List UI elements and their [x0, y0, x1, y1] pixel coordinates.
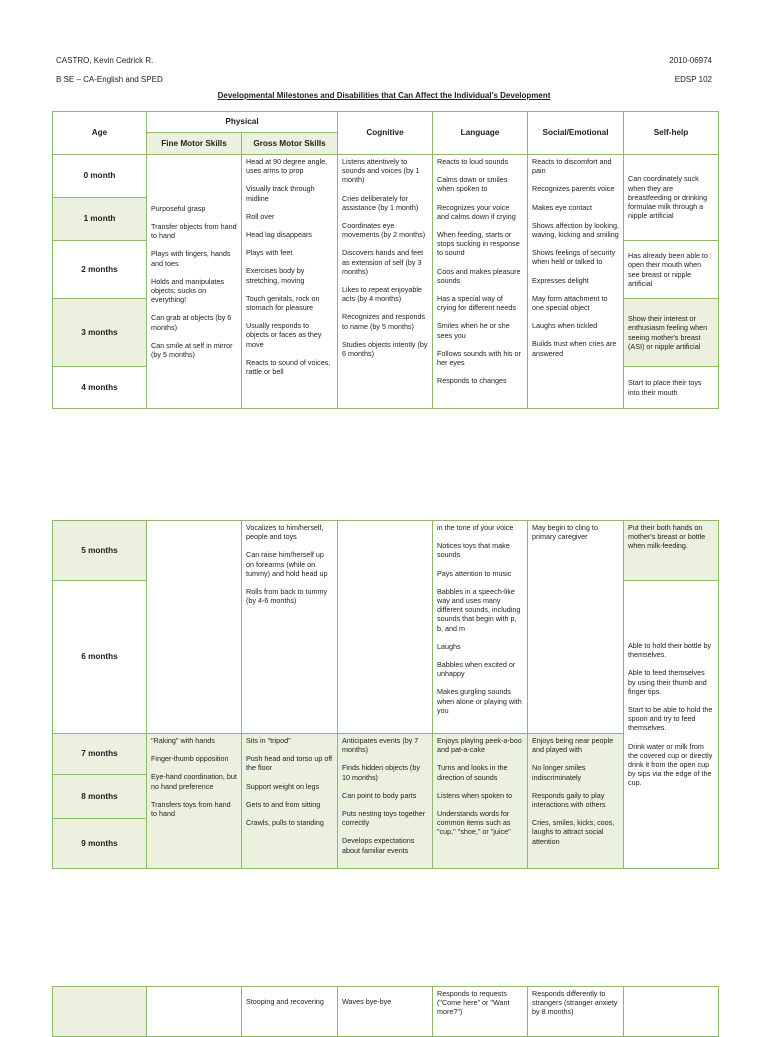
age-cell: 1 month [53, 198, 147, 241]
student-id: 2010-06974 [669, 56, 712, 65]
social-emotional-cell: Reacts to discomfort and pain Recognizes parents voice Makes eye contact Shows affection by looking, waving, kicking and smiling Shows feelings of security when held or talked to Expresses delight May form attachment to one special object Laughs when tickled Builds trust when cries are answered [528, 155, 624, 409]
language-cell: Reacts to loud sounds Calms down or smiles when spoken to Recognizes your voice and calms down if crying When feeding, starts or stops sucking in response to sound Coos and makes pleasure sounds Has a special way of crying for different needs Smiles when he or she sees you Follows sounds with his or her eyes Responds to changes [433, 155, 528, 409]
age-cell [53, 987, 147, 1037]
fine-motor-cell [147, 987, 242, 1037]
gross-motor-cell: Vocalizes to him/herself, people and toys Can raise him/herself up on forearms (while on tummy) and hold head up Rolls from back to tummy (by 4-6 months) [242, 521, 338, 734]
self-help-cell: Able to hold their bottle by themselves. Able to feed themselves by using their thumb and finger tips. Start to be able to hold the spoon and try to feed themselves. Drink water or milk from the covered cup or directly drink it from the open cup by sips via the edge of the cup. [624, 581, 719, 869]
milestones-table-part-3 [52, 986, 719, 1037]
self-help-cell: Start to place their toys into their mouth [624, 367, 719, 409]
header-social-emotional: Social/Emotional [528, 112, 624, 155]
self-help-cell: Has already been able to open their mouth when see breast or nipple artificial [624, 241, 719, 299]
fine-motor-cell: "Raking" with hands Finger-thumb opposition Eye-hand coordination, but no hand preference Transfers toys from hand to hand [147, 734, 242, 869]
language-cell: Enjoys playing peek-a-boo and pat-a-cake Turns and looks in the direction of sounds Listens when spoken to Understands words for common items such as "cup," "shoe," or "juice" [433, 734, 528, 869]
social-emotional-cell: Responds differently to strangers (stranger anxiety by 8 months) [528, 987, 624, 1037]
age-cell: 0 month [53, 155, 147, 198]
cognitive-cell: Waves bye-bye [338, 987, 433, 1037]
header-language: Language [433, 112, 528, 155]
age-cell: 3 months [53, 299, 147, 367]
age-cell: 8 months [53, 775, 147, 819]
header-gross-motor: Gross Motor Skills [242, 133, 338, 155]
program-label: B SE – CA-English and SPED [56, 75, 163, 84]
cognitive-cell: Listens attentively to sounds and voices (by 1 month) Cries deliberately for assistance (by 1 month) Coordinates eye movements (by 2 months) Discovers hands and feet as extension of self (by 3 months) Likes to repeat enjoyable acts (by 4 months) Recognizes and responds to name (by 5 months) Studies objects intently (by 6 months) [338, 155, 433, 409]
milestones-table-part-1 [52, 111, 719, 409]
gross-motor-cell: Head at 90 degree angle, uses arms to prop Visually track through midline Roll over Head lag disappears Plays with feet Exercises body by stretching, moving Touch genitals, rock on stomach for pleasure Usually responds to objects or faces as they move Reacts to sound of voices, rattle or bell [242, 155, 338, 409]
gross-motor-cell: Stooping and recovering [242, 987, 338, 1037]
milestones-table-part-2 [52, 520, 719, 869]
header-cognitive: Cognitive [338, 112, 433, 155]
header-self-help: Self-help [624, 112, 719, 155]
language-cell: Responds to requests ("Come here" or "Want more?") [433, 987, 528, 1037]
header-age: Age [53, 112, 147, 155]
course-code: EDSP 102 [674, 75, 712, 84]
age-cell: 5 months [53, 521, 147, 581]
fine-motor-cell [147, 521, 242, 734]
fine-motor-cell: Purposeful grasp Transfer objects from hand to hand Plays with fingers, hands and toes Holds and manipulates objects; sucks on everything! Can grab at objects (by 6 months) Can smile at self in mirror (by 5 months) [147, 155, 242, 409]
age-cell: 4 months [53, 367, 147, 409]
social-emotional-cell: Enjoys being near people and played with No longer smiles indiscriminately Responds gaily to play interactions with others Cries, smiles, kicks, coos, laughs to attract social attention [528, 734, 624, 869]
self-help-cell: Put their both hands on mother's breast or bottle when milk-feeding. [624, 521, 719, 581]
self-help-cell [624, 987, 719, 1037]
social-emotional-cell: May begin to cling to primary caregiver [528, 521, 624, 734]
age-cell: 7 months [53, 734, 147, 775]
header-physical: Physical [147, 112, 338, 133]
language-cell: in the tone of your voice Notices toys that make sounds Pays attention to music Babbles in a speech-like way and uses many different sounds, including sounds that begin with p, b, and m Laughs Babbles when excited or unhappy Makes gurgling sounds when alone or playing with you [433, 521, 528, 734]
student-name: CASTRO, Kevin Cedrick R. [56, 56, 154, 65]
self-help-cell: Can coordinately suck when they are breastfeeding or drinking formulae milk through a nipple artificial [624, 155, 719, 241]
age-cell: 2 months [53, 241, 147, 299]
self-help-cell: Show their interest or enthusiasm feeling when seeing mother's breast (ASI) or nipple artificial [624, 299, 719, 367]
age-cell: 9 months [53, 819, 147, 869]
age-cell: 6 months [53, 581, 147, 734]
cognitive-cell: Anticipates events (by 7 months) Finds hidden objects (by 10 months) Can point to body parts Puts nesting toys together correctly Develops expectations about familiar events [338, 734, 433, 869]
document-title: Developmental Milestones and Disabilities that Can Affect the Individual's Development [217, 91, 551, 100]
gross-motor-cell: Sits in "tripod" Push head and torso up off the floor Support weight on legs Gets to and from sitting Crawls, pulls to standing [242, 734, 338, 869]
cognitive-cell [338, 521, 433, 734]
header-fine-motor: Fine Motor Skills [147, 133, 242, 155]
